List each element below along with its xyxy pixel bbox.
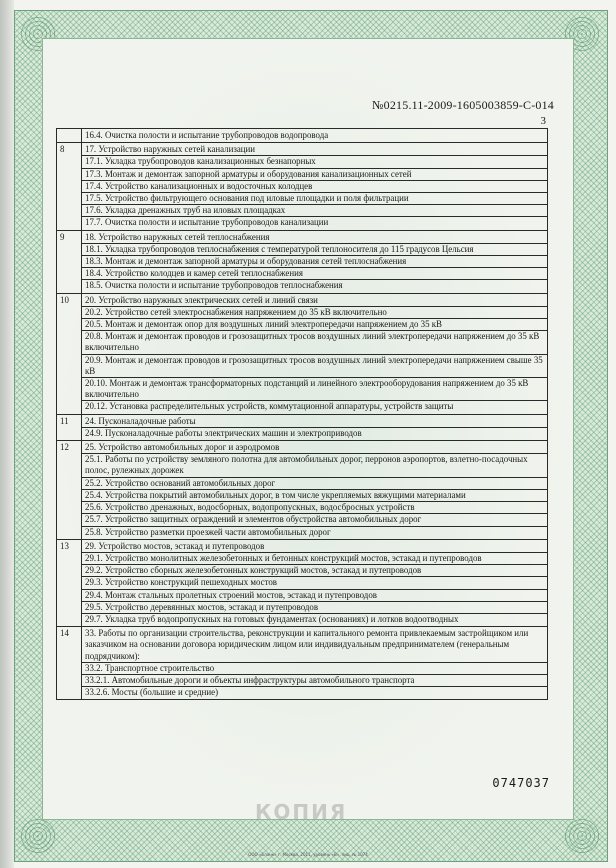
work-type-line: 20.8. Монтаж и демонтаж проводов и грозозащитных тросов воздушных линий электропередачи напряжением до 35 кВ включительно [82, 331, 547, 354]
work-type-line: 20.10. Монтаж и демонтаж трансформаторных подстанций и линейного электрооборудования напряжением до 35 кВ включительно [82, 378, 547, 401]
work-type-line: 33. Работы по организации строительства, реконструкции и капитального ремонта привлекаемым застройщиком или заказчиком на основании договора юридическим лицом или индивидуальным предпринимателем (генеральным подрядчиком): [82, 628, 547, 663]
work-type-line: 17. Устройство наружных сетей канализации [82, 144, 547, 156]
work-types-cell [82, 143, 548, 230]
work-type-line: 25.2. Устройство оснований автомобильных дорог [82, 478, 547, 490]
table-row [57, 129, 548, 143]
work-type-line: 20.12. Установка распределительных устройств, коммутационной аппаратуры, устройств защиты [85, 401, 454, 412]
work-type-line: 25.7. Устройство защитных ограждений и элементов обустройства автомобильных дорог [82, 514, 547, 526]
page-binding [0, 0, 14, 868]
printer-footer: ООО «Бланк» г. Москва, 2011, уровень «В», лиц. № 1074 [248, 852, 368, 857]
work-type-line: 17.6. Укладка дренажных труб на иловых площадках [82, 205, 547, 217]
work-type-line: 20. Устройство наружных электрических сетей и линий связи [82, 295, 547, 307]
row-number: 8 [57, 143, 82, 230]
work-type-line: 33.2.1. Автомобильные дороги и объекты инфраструктуры автомобильного транспорта [82, 675, 547, 687]
row-number: 11 [57, 414, 82, 440]
work-types-cell [82, 627, 548, 700]
work-types-cell [82, 230, 548, 293]
work-type-line: 29.7. Укладка труб водопропускных на готовых фундаментах (основаниях) и лотков водоотводных [85, 613, 459, 624]
work-type-line: 25.6. Устройство дренажных, водосборных, водопропускных, водосбросных устройств [82, 502, 547, 514]
work-type-line: 17.5. Устройство фильтрующего основания под иловые площадки и поля фильтрации [82, 193, 547, 205]
document-number: №0215.11-2009-1605003859-С-014 [372, 98, 554, 112]
table-row [57, 441, 548, 540]
row-number: 9 [57, 230, 82, 293]
works-table [56, 128, 548, 700]
row-number: 12 [57, 441, 82, 540]
work-type-line: 29.2. Устройство сборных железобетонных конструкций мостов, эстакад и путепроводов [82, 565, 547, 577]
serial-number: 0747037 [492, 776, 550, 790]
work-types-cell [82, 129, 548, 143]
row-number [57, 129, 82, 143]
corner-ornament [562, 816, 602, 856]
work-type-line: 24. Пусконаладочные работы [82, 416, 547, 428]
work-type-line: 29.5. Устройство деревянных мостов, эстакад и путепроводов [82, 602, 547, 614]
work-type-line: 29.3. Устройство конструкций пешеходных мостов [82, 577, 547, 589]
row-number: 13 [57, 539, 82, 626]
work-type-line: 24.9. Пусконаладочные работы электрических машин и электроприводов [85, 427, 362, 438]
work-type-line: 18. Устройство наружных сетей теплоснабжения [82, 232, 547, 244]
table-row [57, 627, 548, 700]
work-type-line: 18.5. Очистка полости и испытание трубопроводов теплоснабжения [85, 280, 343, 291]
copy-stamp: КОПИЯ [255, 800, 348, 824]
table-row [57, 143, 548, 230]
work-type-line: 17.3. Монтаж и демонтаж запорной арматуры и оборудования канализационных сетей [82, 169, 547, 181]
work-types-cell [82, 414, 548, 440]
work-type-line: 20.2. Устройство сетей электроснабжения напряжением до 35 кВ включительно [82, 307, 547, 319]
work-type-line: 18.4. Устройство колодцев и камер сетей теплоснабжения [82, 268, 547, 280]
work-type-line: 33.2.6. Мосты (большие и средние) [85, 687, 219, 698]
work-types-cell [82, 441, 548, 540]
work-type-line: 17.1. Укладка трубопроводов канализационных безнапорных [82, 156, 547, 168]
work-type-line: 29.4. Монтаж стальных пролетных строений мостов, эстакад и путепроводов [82, 590, 547, 602]
work-type-line: 18.3. Монтаж и демонтаж запорной арматуры и оборудования сетей теплоснабжения [82, 256, 547, 268]
work-type-line: 20.5. Монтаж и демонтаж опор для воздушных линий электропередачи напряжением до 35 кВ [82, 319, 547, 331]
work-type-line: 25. Устройство автомобильных дорог и аэродромов [82, 442, 547, 454]
work-type-line: 25.1. Работы по устройству земляного полотна для автомобильных дорог, перронов аэропортов, взлетно-посадочных полос, рулежных дорожек [82, 454, 547, 477]
work-type-line: 16.4. Очистка полости и испытание трубопроводов водопровода [85, 130, 329, 140]
work-types-cell [82, 293, 548, 414]
work-type-line: 25.8. Устройство разметки проезжей части автомобильных дорог [85, 526, 331, 537]
work-type-line: 17.7. Очистка полости и испытание трубопроводов канализации [85, 217, 329, 228]
work-type-line: 17.4. Устройство канализационных и водосточных колодцев [82, 181, 547, 193]
table-row [57, 293, 548, 414]
work-types-cell [82, 539, 548, 626]
table-row [57, 230, 548, 293]
table-row [57, 539, 548, 626]
work-type-line: 29.1. Устройство монолитных железобетонных и бетонных конструкций мостов, эстакад и путепроводов [82, 553, 547, 565]
corner-ornament [18, 816, 58, 856]
row-number: 14 [57, 627, 82, 700]
work-type-line: 20.9. Монтаж и демонтаж проводов и грозозащитных тросов воздушных линий электропередачи напряжением свыше 35 кВ [82, 355, 547, 378]
work-type-line: 25.4. Устройства покрытий автомобильных дорог, в том числе укрепляемых вяжущими материалами [82, 490, 547, 502]
work-type-line: 18.1. Укладка трубопроводов теплоснабжения с температурой теплоносителя до 115 градусов Цельсия [82, 244, 547, 256]
row-number: 10 [57, 293, 82, 414]
page-number: 3 [540, 115, 546, 127]
work-type-line: 29. Устройство мостов, эстакад и путепроводов [82, 541, 547, 553]
table-row [57, 414, 548, 440]
work-type-line: 33.2. Транспортное строительство [82, 663, 547, 675]
